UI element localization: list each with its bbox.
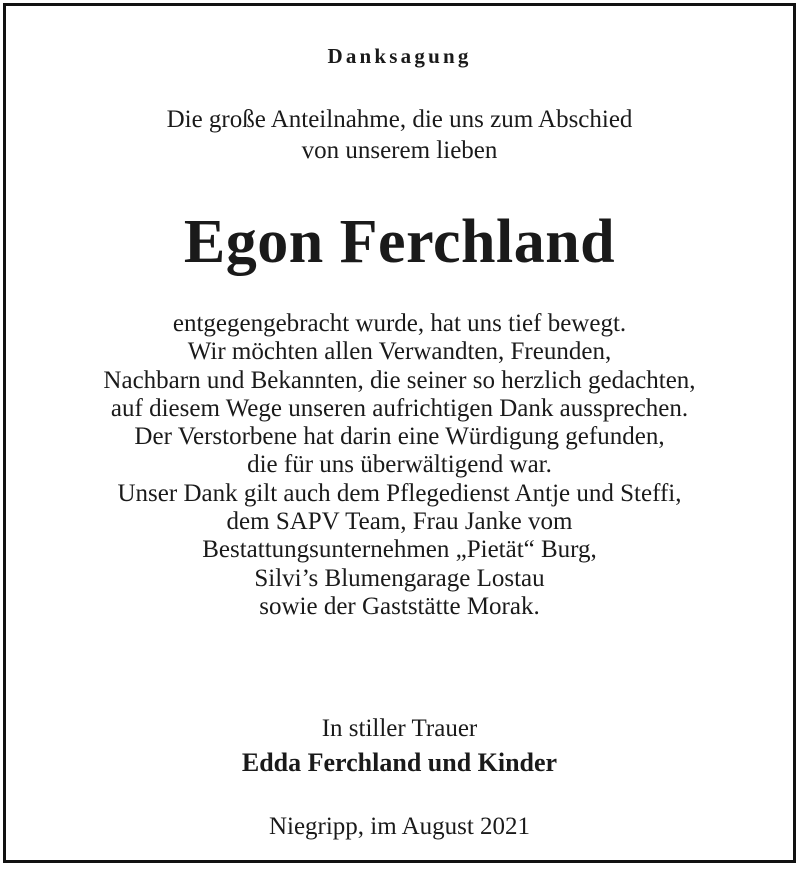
intro-line: Die große Anteilnahme, die uns zum Abschied [166, 106, 633, 133]
intro-text [6, 104, 793, 166]
body-line: entgegengebracht wurde, hat uns tief bewegt. [172, 310, 627, 337]
notice-frame [3, 3, 796, 863]
mourning-line: In stiller Trauer [321, 715, 478, 742]
deceased-name: Egon Ferchland [183, 208, 616, 276]
place-date: Niegripp, im August 2021 [268, 813, 531, 840]
body-line: Unser Dank gilt auch dem Pflegedienst Antje und Steffi, [117, 479, 682, 507]
body-line: sowie der Gaststätte Morak. [259, 592, 540, 620]
body-line: Bestattungsunternehmen „Pietät“ Burg, [202, 536, 597, 564]
body-line: Nachbarn und Bekannten, die seiner so herzlich gedachten, [103, 366, 696, 394]
body-line: Der Verstorbene hat darin eine Würdigung gefunden, [134, 423, 665, 451]
notice-heading: Danksagung [327, 44, 472, 68]
body-line: die für uns überwältigend war. [247, 451, 552, 479]
body-line: auf diesem Wege unseren aufrichtigen Dank aussprechen. [110, 394, 689, 422]
thank-you-text [6, 310, 793, 621]
body-line: Silvi’s Blumengarage Lostau [254, 564, 545, 592]
body-line: Wir möchten allen Verwandten, Freunden, [187, 338, 612, 366]
family-signature: Edda Ferchland und Kinder [241, 748, 558, 777]
body-line: dem SAPV Team, Frau Janke vom [226, 508, 573, 536]
intro-line: von unserem lieben [301, 137, 498, 164]
